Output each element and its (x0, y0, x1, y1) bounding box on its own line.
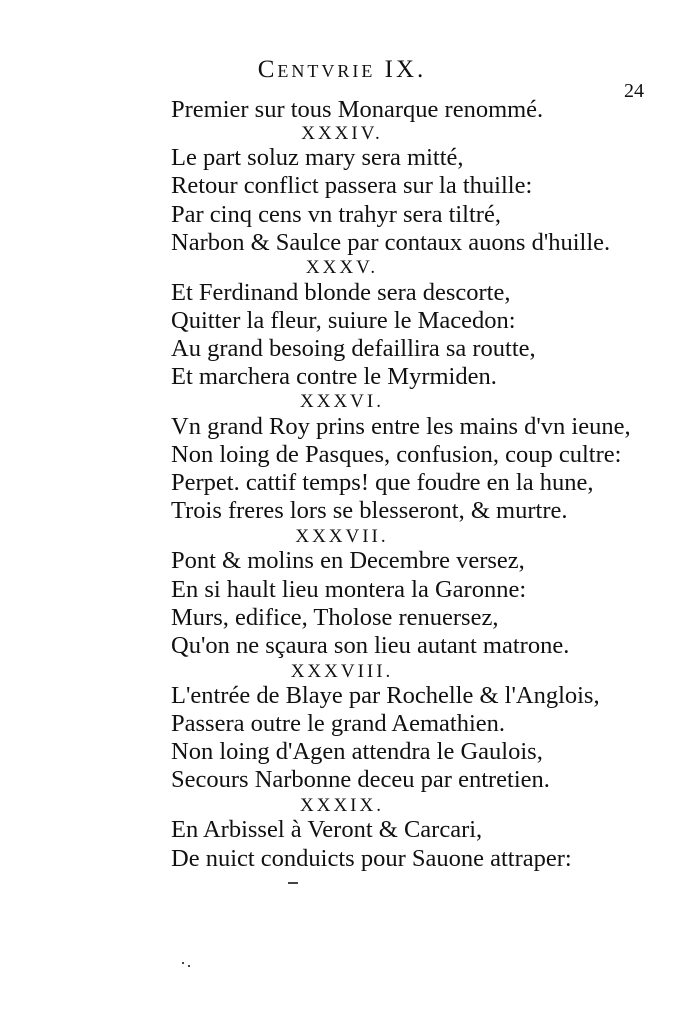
quatrain-number: XXXVIII. (290, 661, 394, 682)
verse-line: Non loing de Pasques, confusion, coup cultre: (171, 441, 622, 468)
quatrain-number: XXXVI. (300, 391, 384, 412)
verse-line: Narbon & Saulce par contaux auons d'huille. (171, 229, 611, 256)
verse-line: En Arbissel à Veront & Carcari, (171, 816, 483, 843)
verse-line: Vn grand Roy prins entre les mains d'vn ieune, (171, 413, 631, 440)
specks (182, 962, 184, 964)
verse-line: Perpet. cattif temps! que foudre en la hune, (171, 469, 594, 496)
quatrain-number: XXXIV. (301, 123, 383, 144)
quatrain-number: XXXV. (305, 257, 379, 278)
running-header: Centvrie IX. (257, 56, 427, 83)
verse-line: Retour conflict passera sur la thuille: (171, 172, 533, 199)
verse-line: Passera outre le grand Aemathien. (171, 710, 506, 737)
verse-line: Et marchera contre le Myrmiden. (171, 363, 497, 390)
quatrain-number: XXXVII. (295, 526, 389, 547)
verse-line: Et Ferdinand blonde sera descorte, (171, 279, 511, 306)
bleed-through-mark (288, 882, 298, 884)
verse-line: Murs, edifice, Tholose renuersez, (171, 604, 499, 631)
verse-line: Par cinq cens vn trahyr sera tiltré, (171, 201, 501, 228)
verse-line: Quitter la fleur, suiure le Macedon: (171, 307, 516, 334)
verse-line: Pont & molins en Decembre versez, (171, 547, 525, 574)
verse-line: En si hault lieu montera la Garonne: (171, 576, 527, 603)
verse-line: Non loing d'Agen attendra le Gaulois, (171, 738, 543, 765)
verse-line: Le part soluz mary sera mitté, (171, 144, 464, 171)
verse-line: Au grand besoing defaillira sa routte, (171, 335, 536, 362)
verse-line: Qu'on ne sçaura son lieu autant matrone. (171, 632, 570, 659)
specks (188, 965, 190, 967)
verse-line: Premier sur tous Monarque renommé. (171, 96, 544, 123)
verse-line: De nuict conduicts pour Sauone attraper: (171, 845, 572, 872)
verse-line: Trois freres lors se blesseront, & murtre. (171, 497, 568, 524)
page-number: 24 (624, 80, 644, 102)
quatrain-number: XXXIX. (300, 795, 384, 816)
verse-line: L'entrée de Blaye par Rochelle & l'Anglois, (171, 682, 600, 709)
verse-line: Secours Narbonne deceu par entretien. (171, 766, 550, 793)
